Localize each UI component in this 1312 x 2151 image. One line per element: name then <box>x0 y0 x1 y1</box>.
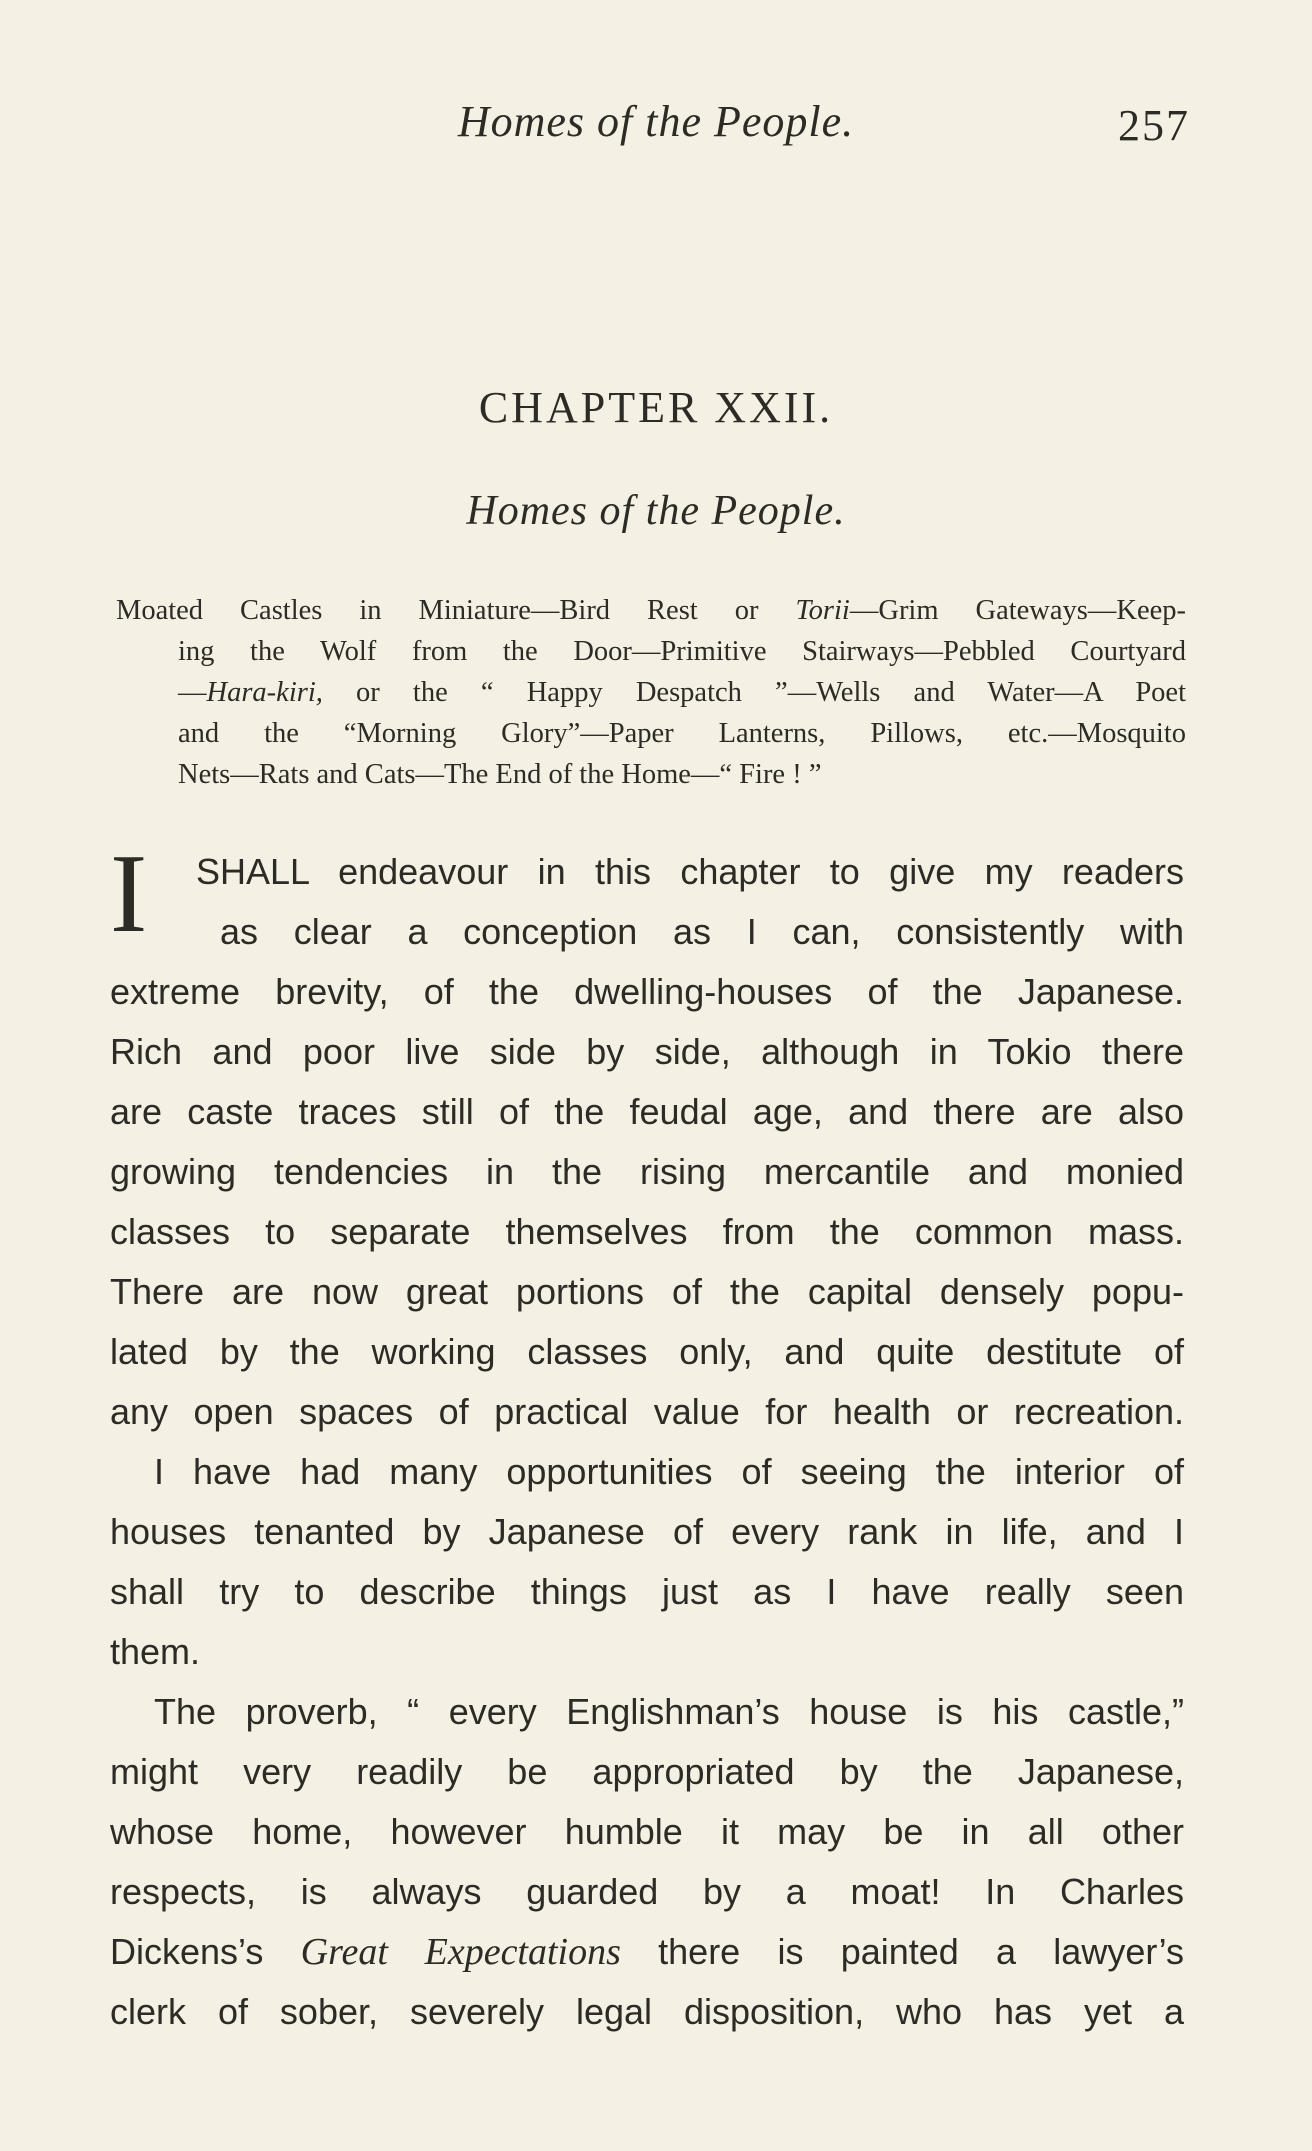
paragraph-1 <box>110 842 1184 2042</box>
text-line: them. <box>110 1631 201 1672</box>
chapter-subtitle: Homes of the People. <box>466 488 846 534</box>
text-line: as clear a conception as I can, consistently with <box>220 911 1184 952</box>
text-line: I have had many opportunities of seeing the interior of <box>154 1451 1184 1492</box>
chapter-summary <box>116 590 1186 795</box>
text-line: classes to separate themselves from the common mass. <box>110 1211 1184 1252</box>
text-line: whose home, however humble it may be in all other <box>110 1811 1184 1852</box>
text-line: houses tenanted by Japanese of every rank in life, and I <box>110 1511 1184 1552</box>
text-line: extreme brevity, of the dwelling-houses of the Japanese. <box>110 971 1184 1012</box>
text-line: growing tendencies in the rising mercantile and monied <box>110 1151 1184 1192</box>
text-line: shall try to describe things just as I have really seen <box>110 1571 1184 1612</box>
text-line: respects, is always guarded by a moat! In Charles <box>110 1871 1184 1912</box>
chapter-title: CHAPTER XXII. <box>478 383 834 432</box>
summary-line: and the “Morning Glory”—Paper Lanterns, Pillows, etc.—Mosquito <box>178 718 1186 749</box>
text-line: There are now great portions of the capital densely popu- <box>110 1271 1184 1312</box>
text-line: The proverb, “ every Englishman’s house is his castle,” <box>154 1691 1184 1732</box>
text-line: are caste traces still of the feudal age, and there are also <box>110 1091 1184 1132</box>
page-number: 257 <box>1118 101 1190 150</box>
summary-line: —Hara-kiri, or the “ Happy Despatch ”—Wells and Water—A Poet <box>178 677 1186 708</box>
text-line: Dickens’s Great Expectations there is painted a lawyer’s <box>110 1931 1185 1973</box>
summary-line: Nets—Rats and Cats—The End of the Home—“ Fire ! ” <box>178 759 822 790</box>
text-line: lated by the working classes only, and quite destitute of <box>110 1331 1184 1372</box>
drop-cap: I <box>110 832 148 956</box>
text-line: might very readily be appropriated by the Japanese, <box>110 1751 1184 1792</box>
text-line: clerk of sober, severely legal disposition, who has yet a <box>110 1991 1184 2032</box>
text-line: Rich and poor live side by side, although in Tokio there <box>110 1031 1184 1072</box>
summary-line: ing the Wolf from the Door—Primitive Stairways—Pebbled Courtyard <box>178 636 1186 667</box>
text-line: any open spaces of practical value for health or recreation. <box>110 1391 1184 1432</box>
summary-line: Moated Castles in Miniature—Bird Rest or Torii—Grim Gateways—Keep- <box>116 595 1186 626</box>
running-header-title: Homes of the People. <box>457 97 855 146</box>
text-line: SHALL endeavour in this chapter to give my readers <box>196 851 1184 892</box>
